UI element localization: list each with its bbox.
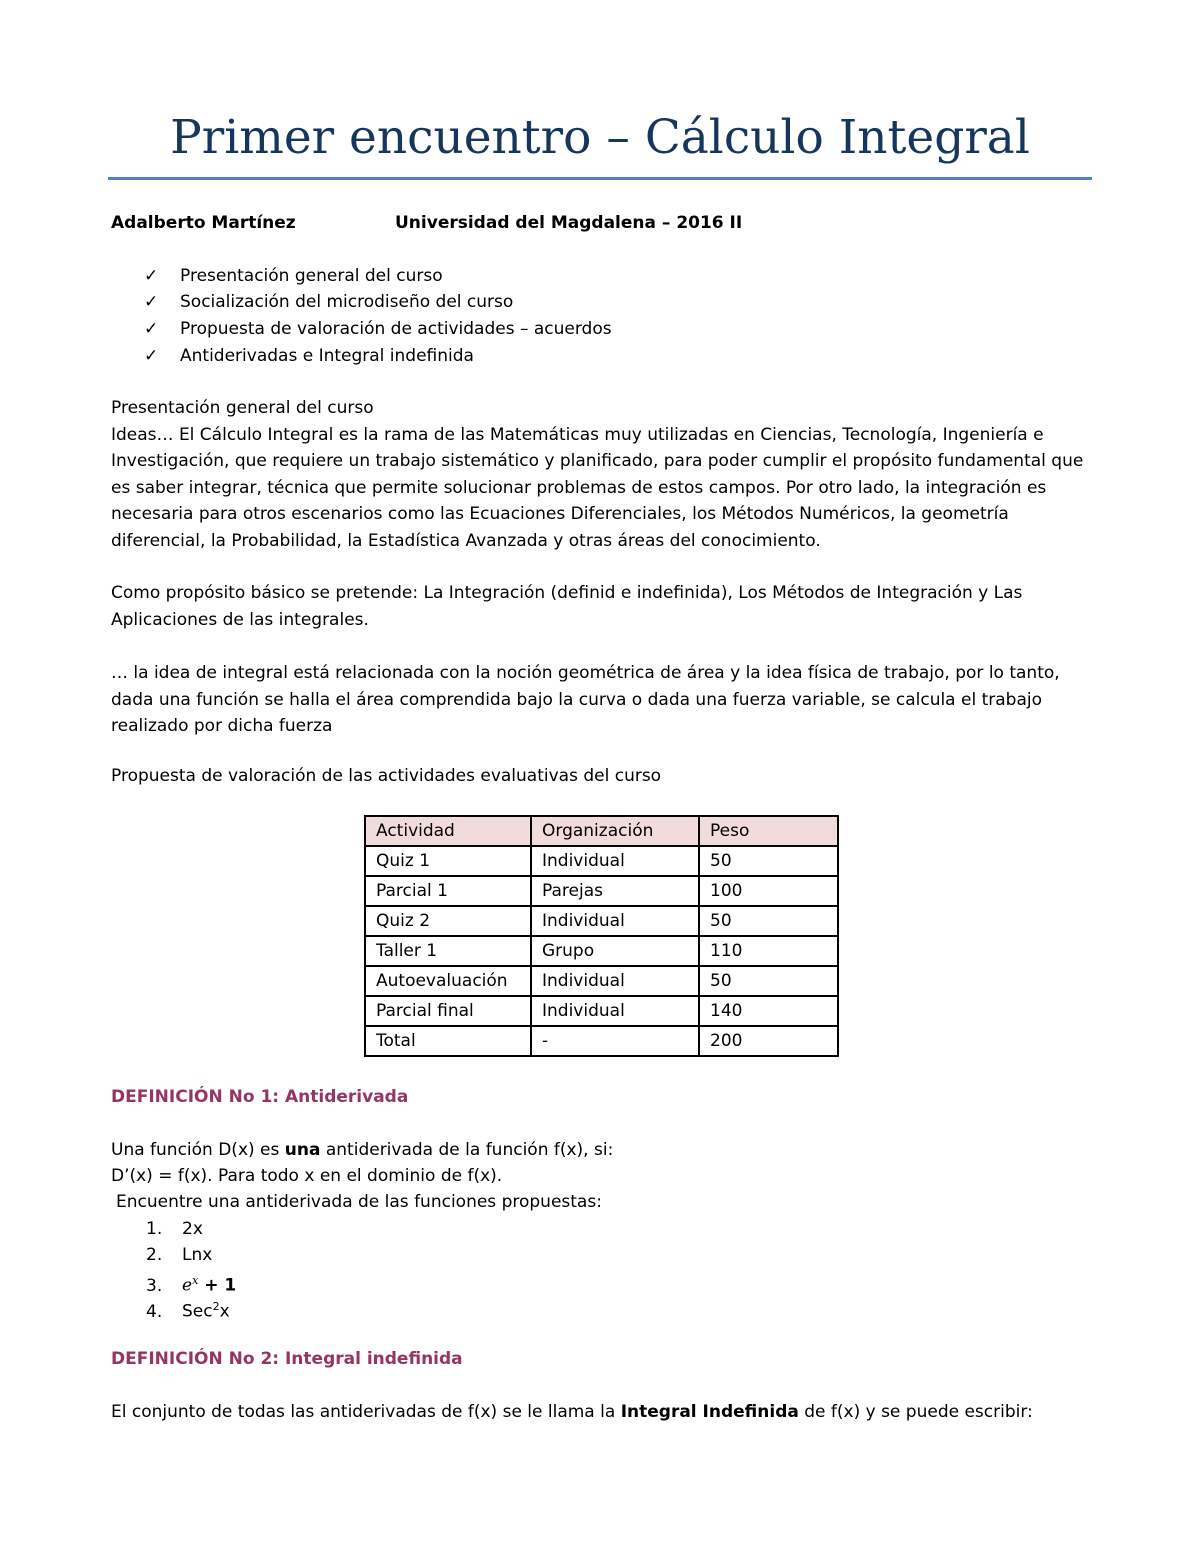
checklist-item: ✓ Presentación general del curso [144,266,443,286]
table-header-row [365,816,838,846]
definition-2-heading: DEFINICIÓN No 2: Integral indefinida [111,1349,463,1369]
table-cell: Individual [531,996,699,1026]
table-cell: 50 [699,906,838,936]
table-cell: Parcial final [365,996,531,1026]
section-presentation [111,395,1096,554]
table-cell: Individual [531,966,699,996]
table-cell: Taller 1 [365,936,531,966]
checklist-item: ✓ Antiderivadas e Integral indefinida [144,346,474,366]
checkmark-icon: ✓ [144,292,159,312]
table-cell: - [531,1026,699,1056]
idea-paragraph: … la idea de integral está relacionada con la noción geométrica de área y la idea física de trabajo, por lo tanto, dada una función se halla el área comprendida bajo la curva o dada una fuerza variable, se calcula el trabajo realizado por dicha fuerza [111,663,1060,736]
table-header: Organización [531,816,699,846]
document-title: Primer encuentro – Cálculo Integral [170,110,1030,165]
table-row [365,906,838,936]
list-item: 2. Lnx [146,1245,213,1265]
evaluation-table [364,815,839,1057]
table-cell: 50 [699,966,838,996]
definition-1-heading: DEFINICIÓN No 1: Antiderivada [111,1087,409,1107]
table-header: Actividad [365,816,531,846]
table-cell: 140 [699,996,838,1026]
table-row [365,936,838,966]
table-cell: Autoevaluación [365,966,531,996]
definition-1-line: Una función D(x) es una antiderivada de la función f(x), si: [111,1140,614,1160]
table-cell: 110 [699,936,838,966]
purpose-paragraph: Como propósito básico se pretende: La Integración (definid e indefinida), Los Métodos de Integración y Las Aplicaciones de las integrales. [111,583,1023,630]
table-row-total [365,1026,838,1056]
table-cell: Grupo [531,936,699,966]
list-item: 1. 2x [146,1219,203,1239]
checklist-item: ✓ Socialización del microdiseño del curso [144,292,514,312]
checkmark-icon: ✓ [144,319,159,339]
author-name: Adalberto Martínez [111,213,296,233]
exercise-list [146,1216,236,1320]
table-row [365,966,838,996]
table-row [365,876,838,906]
checkmark-icon: ✓ [144,346,159,366]
table-cell: Individual [531,846,699,876]
table-cell: Total [365,1026,531,1056]
checklist-item: ✓ Propuesta de valoración de actividades – acuerdos [144,319,612,339]
table-cell: 200 [699,1026,838,1056]
section-body: Ideas… El Cálculo Integral es la rama de las Matemáticas muy utilizadas en Ciencias, Tecnología, Ingeniería e Investigación, que requiere un trabajo sistemático y planificado, para poder cumplir el propósito fundamental que es saber integrar, técnica que permite solucionar problemas de estos campos. Por otro lado, la integración es necesaria para otros escenarios como las Ecuaciones Diferenciales, los Métodos Numéricos, la geometría diferencial, la Probabilidad, la Estadística Avanzada y otras áreas del conocimiento. [111,424,1084,551]
definition-1-condition: D’(x) = f(x). Para todo x en el dominio de f(x). [111,1166,503,1186]
checkmark-icon: ✓ [144,266,159,286]
definition-2-line: El conjunto de todas las antiderivadas de f(x) se le llama la Integral Indefinida de f(x) y se puede escribir: [111,1402,1033,1422]
table-row [365,846,838,876]
table-caption: Propuesta de valoración de las actividades evaluativas del curso [111,766,662,786]
list-item: 4. Sec$^2$x [146,1300,230,1322]
table-cell: Parejas [531,876,699,906]
table-cell: Parcial 1 [365,876,531,906]
table-cell: Quiz 1 [365,846,531,876]
section-title: Presentación general del curso [111,398,374,418]
exercise-prompt: Encuentre una antiderivada de las funciones propuestas: [116,1192,602,1212]
table-cell: Individual [531,906,699,936]
list-item: 3. $e^x + 1$ [146,1274,237,1296]
institution: Universidad del Magdalena – 2016 II [395,213,743,233]
table-cell: 50 [699,846,838,876]
table-cell: 100 [699,876,838,906]
table-cell: Quiz 2 [365,906,531,936]
table-header: Peso [699,816,838,846]
table-row [365,996,838,1026]
title-rule [108,177,1092,180]
